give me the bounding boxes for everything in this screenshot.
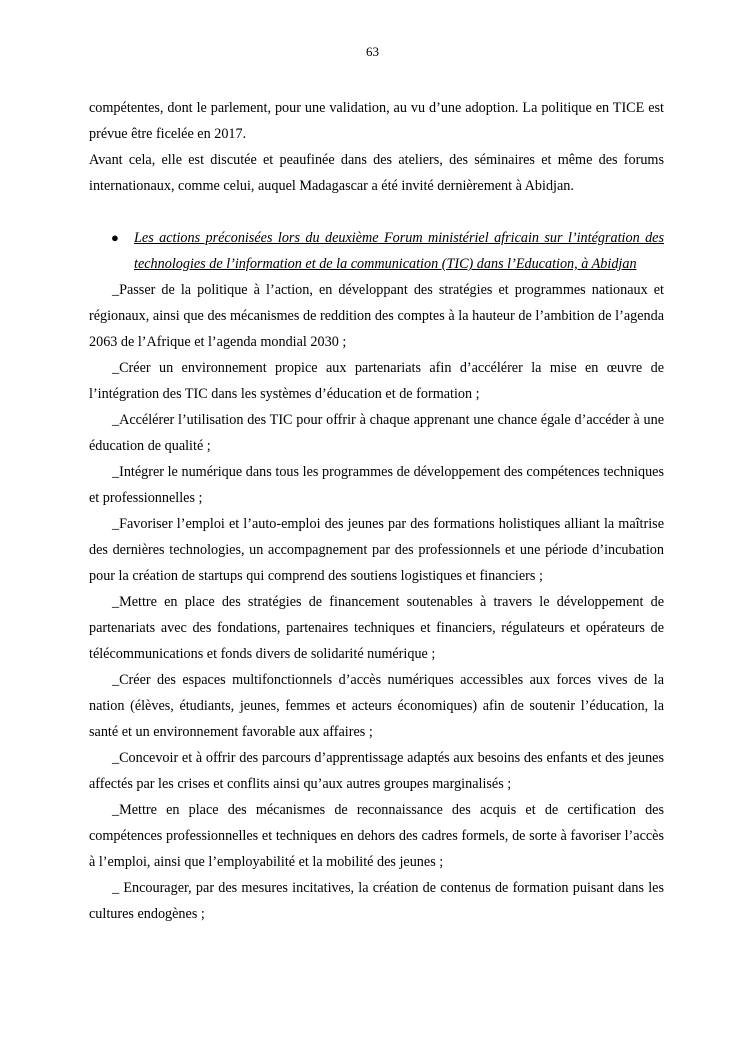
action-item: _Intégrer le numérique dans tous les programmes de développement des compétences techniques et professionnelles ; (89, 464, 664, 506)
action-item: _Créer un environnement propice aux partenariats afin d’accélérer la mise en œuvre de l’intégration des TIC dans les systèmes d’éducation et de formation ; (89, 360, 664, 402)
section-title: Les actions préconisées lors du deuxième Forum ministériel africain sur l’intégration des technologies de l’information et de la communication (TIC) dans l’Education, à Abidjan (134, 230, 664, 272)
bullet-icon: ● (111, 230, 119, 245)
action-item: _Accélérer l’utilisation des TIC pour offrir à chaque apprenant une chance égale d’accéder à une éducation de qualité ; (89, 412, 664, 454)
action-item: _ Encourager, par des mesures incitatives, la création de contenus de formation puisant dans les cultures endogènes ; (89, 880, 664, 922)
page-body (89, 95, 664, 927)
action-item: _Concevoir et à offrir des parcours d’apprentissage adaptés aux besoins des enfants et des jeunes affectés par les crises et conflits ainsi qu’aux autres groupes marginalisés ; (89, 750, 664, 792)
action-item: _Passer de la politique à l’action, en développant des stratégies et programmes nationaux et régionaux, ainsi que des mécanismes de reddition des comptes à la hauteur de l’ambition de l’agenda 2063 de l’Afrique et l’agenda mondial 2030 ; (89, 282, 664, 350)
intro-paragraph-2: Avant cela, elle est discutée et peaufinée dans des ateliers, des séminaires et même des forums internationaux, comme celui, auquel Madagascar a été invité dernièrement à Abidjan. (89, 152, 664, 194)
paragraph-spacer (89, 199, 664, 225)
section-heading (89, 225, 664, 277)
action-item: _Favoriser l’emploi et l’auto-emploi des jeunes par des formations holistiques alliant la maîtrise des dernières technologies, un accompagnement par des professionnels et une période d’incubation pour la création de startups qui comprend des soutiens logistiques et financiers ; (89, 516, 664, 584)
intro-paragraph-1: compétentes, dont le parlement, pour une validation, au vu d’une adoption. La politique en TICE est prévue être ficelée en 2017. (89, 100, 664, 142)
action-item: _Créer des espaces multifonctionnels d’accès numériques accessibles aux forces vives de la nation (élèves, étudiants, jeunes, femmes et acteurs économiques) afin de soutenir l’éducation, la santé et un environnement favorable aux affaires ; (89, 672, 664, 740)
action-item: _Mettre en place des stratégies de financement soutenables à travers le développement de partenariats avec des fondations, partenaires techniques et financiers, régulateurs et opérateurs de télécommunications et fonds divers de solidarité numérique ; (89, 594, 664, 662)
page-number: 63 (366, 44, 379, 59)
action-item: _Mettre en place des mécanismes de reconnaissance des acquis et de certification des compétences professionnelles et techniques en dehors des cadres formels, de sorte à favoriser l’accès à l’emploi, ainsi que l’employabilité et la mobilité des jeunes ; (89, 802, 664, 870)
